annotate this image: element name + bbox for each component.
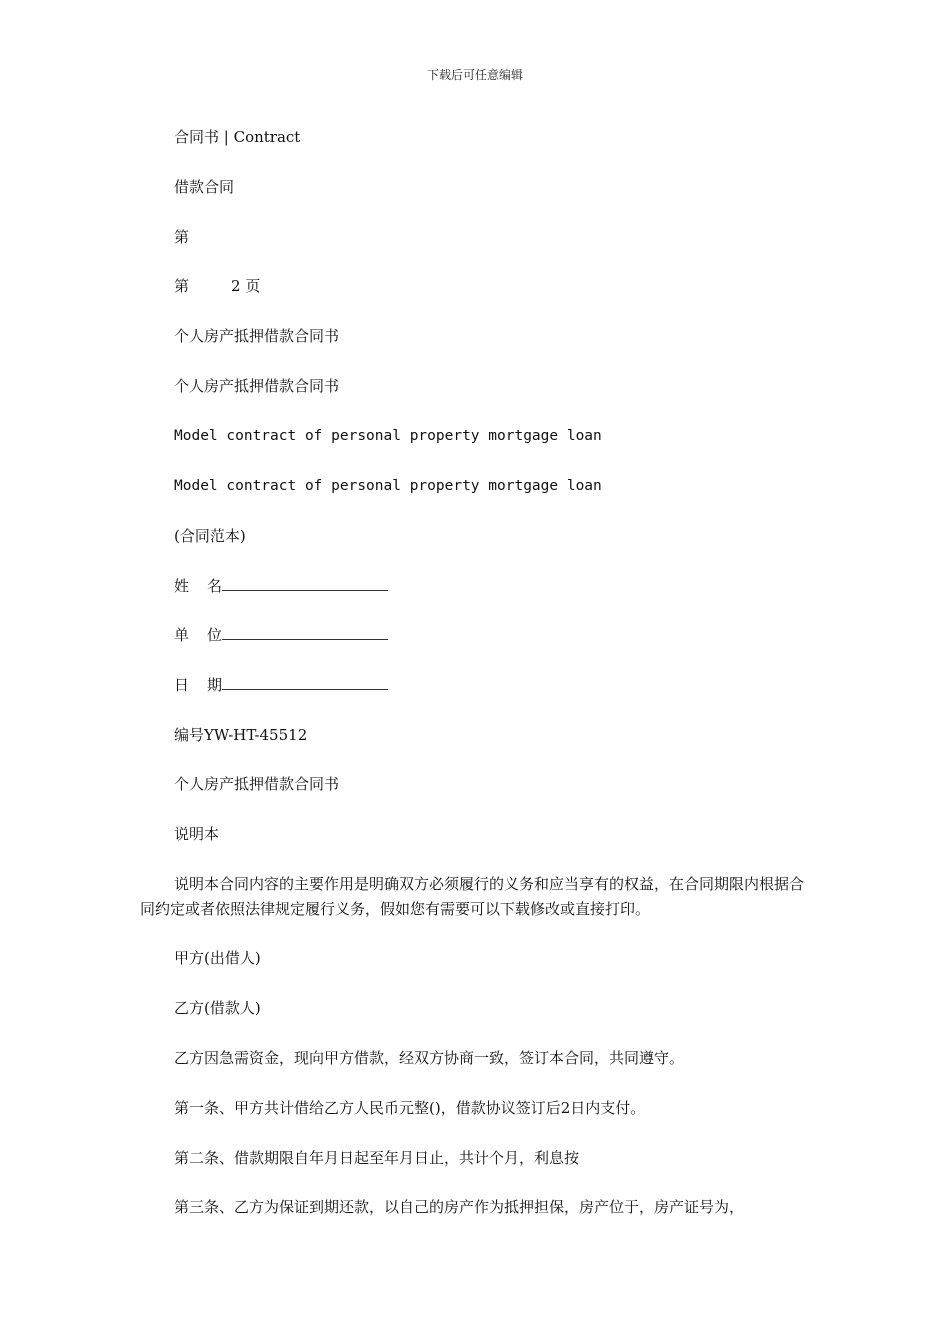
date-blank-line bbox=[222, 675, 388, 690]
date-label-b: 期 bbox=[207, 676, 223, 694]
unit-field-row bbox=[174, 625, 388, 645]
party-a: 甲方(出借人) bbox=[174, 949, 261, 967]
name-field-row bbox=[174, 576, 388, 596]
page-suffix: 2 页 bbox=[231, 277, 261, 295]
name-blank-line bbox=[222, 576, 388, 591]
di-label: 第 bbox=[174, 228, 190, 246]
contract-label bbox=[174, 127, 300, 147]
instructions-body: 说明本合同内容的主要作用是明确双方必须履行的义务和应当享有的权益，在合同期限内根据合同约定或者依照法律规定履行义务，假如您有需要可以下载修改或直接打印。 bbox=[140, 875, 805, 918]
preamble: 乙方因急需资金，现向甲方借款，经双方协商一致，签订本合同，共同遵守。 bbox=[174, 1049, 685, 1067]
title-en-2: Model contract of personal property mortgage loan bbox=[174, 478, 602, 494]
page-header: 下载后可任意编辑 bbox=[426, 68, 523, 82]
serial-number: 编号YW-HT-45512 bbox=[174, 726, 308, 744]
date-label-a: 日 bbox=[174, 676, 190, 694]
title-cn-1: 个人房产抵押借款合同书 bbox=[174, 327, 340, 345]
name-label-b: 名 bbox=[207, 577, 223, 595]
loan-contract-title: 借款合同 bbox=[174, 178, 235, 196]
instructions-title: 说明本 bbox=[174, 825, 220, 843]
page-prefix: 第 bbox=[174, 277, 190, 295]
title-en-1: Model contract of personal property mortgage loan bbox=[174, 428, 602, 444]
page-number-line bbox=[174, 276, 260, 296]
date-field-row bbox=[174, 675, 388, 695]
contract-label-text: 合同书 | Contract bbox=[174, 128, 301, 146]
unit-label-b: 位 bbox=[207, 626, 223, 644]
title-cn-2: 个人房产抵押借款合同书 bbox=[174, 377, 340, 395]
name-label-a: 姓 bbox=[174, 577, 190, 595]
article-2: 第二条、借款期限自年月日起至年月日止，共计个月，利息按 bbox=[174, 1149, 580, 1167]
unit-blank-line bbox=[222, 625, 388, 640]
title-cn-3: 个人房产抵押借款合同书 bbox=[174, 775, 340, 793]
party-b: 乙方(借款人) bbox=[174, 999, 261, 1017]
article-1: 第一条、甲方共计借给乙方人民币元整()，借款协议签订后2日内支付。 bbox=[174, 1099, 646, 1117]
model-note: (合同范本) bbox=[174, 527, 246, 545]
article-3: 第三条、乙方为保证到期还款，以自己的房产作为抵押担保，房产位于，房产证号为， bbox=[174, 1198, 745, 1216]
unit-label-a: 单 bbox=[174, 626, 190, 644]
